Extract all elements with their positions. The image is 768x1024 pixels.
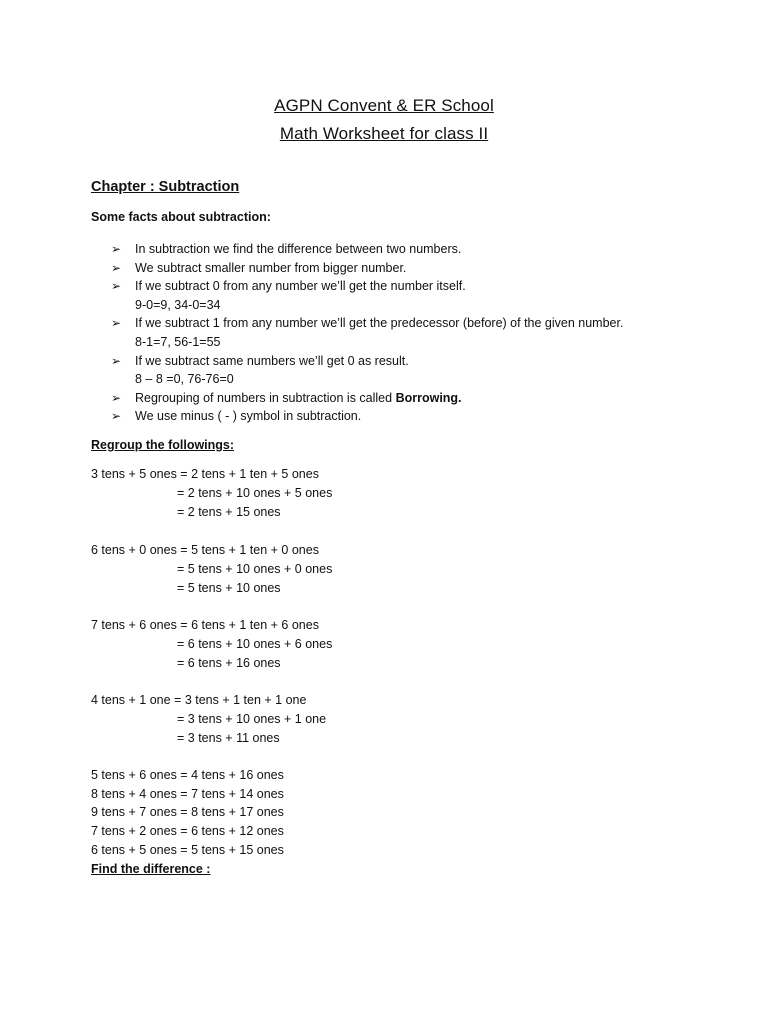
fact-example: 9-0=9, 34-0=34 [135,297,221,312]
fact-text: In subtraction we find the difference between two numbers. [135,242,462,256]
find-difference-heading: Find the difference : [91,862,211,876]
regroup-heading: Regroup the followings: [91,438,235,452]
fact-item [111,314,731,351]
regroup-line: 4 tens + 1 one = 3 tens + 1 ten + 1 one [91,693,307,707]
fact-text: Regrouping of numbers in subtraction is called [135,390,396,405]
arrow-bullet-icon: ➢ [111,409,122,424]
fact-item [111,277,731,314]
fact-example: 8 – 8 =0, 76-76=0 [135,372,234,387]
regroup-step: = 6 tens + 16 ones [177,656,281,670]
regroup-line: 7 tens + 6 ones = 6 tens + 1 ten + 6 ones [91,618,319,632]
regroup-step: = 3 tens + 10 ones + 1 one [177,712,327,726]
fact-item [111,389,731,408]
fact-text: If we subtract same numbers we’ll get 0 as result. [135,353,409,368]
regroup-step: = 5 tens + 10 ones [177,581,281,595]
chapter-heading: Chapter : Subtraction [91,179,240,195]
fact-text: We use minus ( - ) symbol in subtraction. [135,409,362,424]
regroup-step: = 2 tens + 15 ones [177,505,281,519]
fact-text: If we subtract 1 from any number we’ll get the predecessor (before) of the given number. [135,316,624,331]
regroup-step: = 5 tens + 10 ones + 0 ones [177,562,333,576]
fact-text: If we subtract 0 from any number we’ll get the number itself. [135,279,466,294]
regroup-line: 3 tens + 5 ones = 2 tens + 1 ten + 5 ones [91,467,319,481]
fact-bold-term: Borrowing. [395,390,462,405]
facts-list [111,240,731,426]
worksheet-title: Math Worksheet for class II [279,124,489,143]
regroup-step: = 3 tens + 11 ones [177,731,280,745]
regroup-step: = 2 tens + 10 ones + 5 ones [177,486,333,500]
arrow-bullet-icon: ➢ [111,316,122,331]
regroup-short-line: 5 tens + 6 ones = 4 tens + 16 ones [91,768,284,782]
fact-example: 8-1=7, 56-1=55 [135,334,221,349]
fact-item [111,259,731,278]
regroup-step: = 6 tens + 10 ones + 6 ones [177,637,333,651]
regroup-short-line: 9 tens + 7 ones = 8 tens + 17 ones [91,805,284,819]
regroup-line: 6 tens + 0 ones = 5 tens + 1 ten + 0 ones [91,543,319,557]
facts-heading: Some facts about subtraction: [91,210,271,224]
fact-item [111,240,731,259]
arrow-bullet-icon: ➢ [111,390,122,405]
fact-text: We subtract smaller number from bigger number. [135,260,407,275]
regroup-short-line: 8 tens + 4 ones = 7 tens + 14 ones [91,787,284,801]
arrow-bullet-icon: ➢ [111,260,122,275]
school-title: AGPN Convent & ER School [274,96,494,115]
arrow-bullet-icon: ➢ [111,279,122,294]
arrow-bullet-icon: ➢ [111,242,122,256]
fact-item [111,352,731,389]
fact-item [111,407,731,426]
regroup-short-line: 7 tens + 2 ones = 6 tens + 12 ones [91,824,284,838]
regroup-short-line: 6 tens + 5 ones = 5 tens + 15 ones [91,843,284,857]
arrow-bullet-icon: ➢ [111,353,122,368]
